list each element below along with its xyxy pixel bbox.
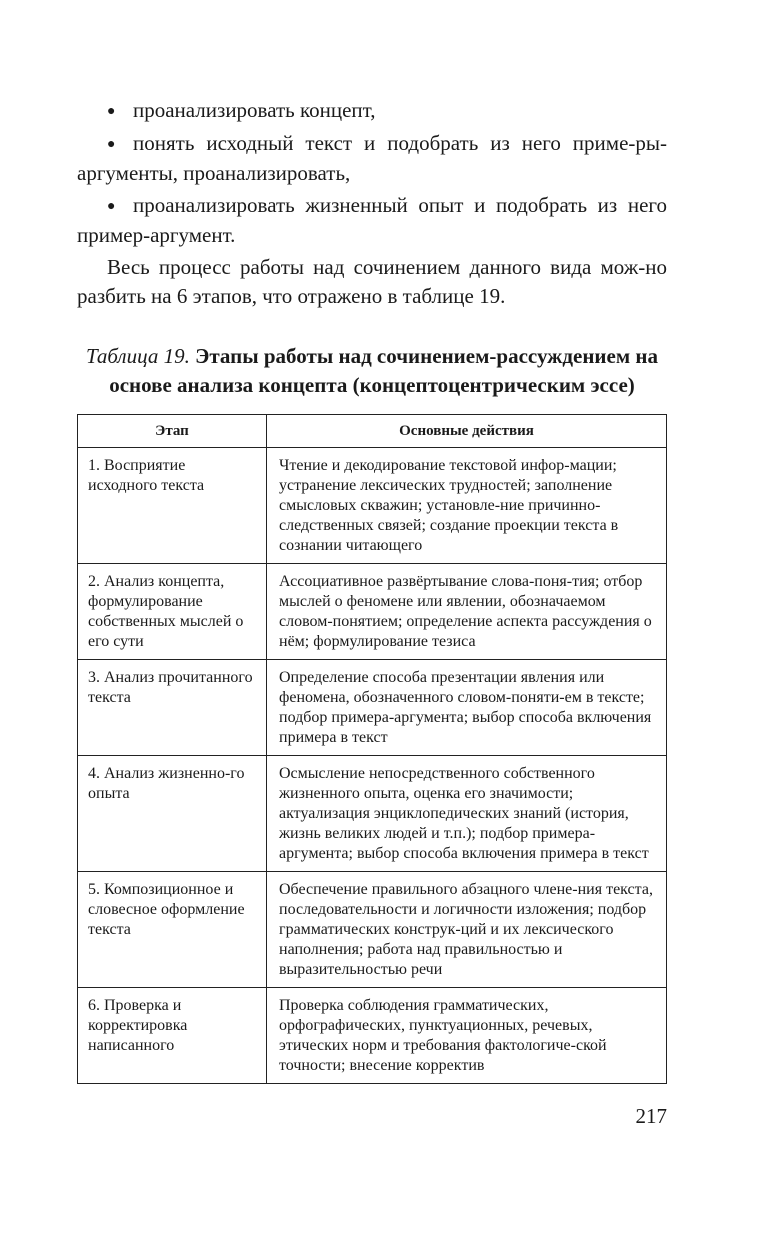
stage-cell: 5. Композиционное и словесное оформление текста [78, 872, 267, 988]
table-row [78, 660, 667, 756]
stage-cell: 1. Восприятие исходного текста [78, 448, 267, 564]
table-caption-label: Таблица 19. [85, 344, 190, 368]
table-caption-title: Этапы работы над сочинением-рассуждением на основе анализа концепта (концептоцентрическим эссе) [109, 344, 659, 397]
actions-cell: Осмысление непосредственного собственного жизненного опыта, оценка его значимости; актуализация энциклопедических знаний (история, жизнь великих людей и т.п.); подбор примера-аргумента; выбор способа включения примера в текст [267, 756, 667, 872]
actions-cell: Проверка соблюдения грамматических, орфографических, пунктуационных, речевых, этических норм и требования фактологиче-ской точности; внесение корректив [267, 988, 667, 1084]
bullet-dot-icon: ● [107, 137, 116, 152]
header-stage: Этап [78, 415, 267, 448]
bullet-item: ● проанализировать жизненный опыт и подобрать из него пример-аргумент. [77, 193, 667, 247]
table-row [78, 756, 667, 872]
page-number: 217 [635, 1104, 667, 1128]
stages-table [77, 414, 667, 1084]
actions-cell: Ассоциативное развёртывание слова-поня-тия; отбор мыслей о феномене или явлении, обозначаемом словом-понятием; определение аспекта рассуждения о нём; формулирование тезиса [267, 564, 667, 660]
bullet-dot-icon: ● [107, 104, 116, 119]
stage-cell: 2. Анализ концепта, формулирование собственных мыслей о его сути [78, 564, 267, 660]
intro-paragraph: Весь процесс работы над сочинением данного вида мож-но разбить на 6 этапов, что отражено в таблице 19. [77, 255, 667, 308]
stage-cell: 6. Проверка и корректировка написанного [78, 988, 267, 1084]
page-body [77, 96, 667, 1084]
stage-cell: 3. Анализ прочитанного текста [78, 660, 267, 756]
actions-cell: Чтение и декодирование текстовой инфор-мации; устранение лексических трудностей; заполнение смысловых скважин; установле-ние причинно-следственных связей; создание проекции текста в сознании читающего [267, 448, 667, 564]
header-actions: Основные действия [267, 415, 667, 448]
table-header-row [78, 415, 667, 448]
bullet-item: ● понять исходный текст и подобрать из него приме-ры-аргументы, проанализировать, [77, 131, 667, 185]
table-row [78, 448, 667, 564]
actions-cell: Обеспечение правильного абзацного члене-ния текста, последовательности и логичности изложения; подбор грамматических конструк-ций и их лексического наполнения; работа над правильностью и выразительностью речи [267, 872, 667, 988]
stage-cell: 4. Анализ жизненно-го опыта [78, 756, 267, 872]
actions-cell: Определение способа презентации явления или феномена, обозначенного словом-поняти-ем в тексте; подбор примера-аргумента; выбор способа включения примера в текст [267, 660, 667, 756]
table-row [78, 988, 667, 1084]
table-caption [77, 342, 667, 400]
bullet-dot-icon: ● [107, 199, 116, 214]
table-row [78, 564, 667, 660]
table-row [78, 872, 667, 988]
bullet-item: ● проанализировать концепт, [77, 96, 667, 126]
